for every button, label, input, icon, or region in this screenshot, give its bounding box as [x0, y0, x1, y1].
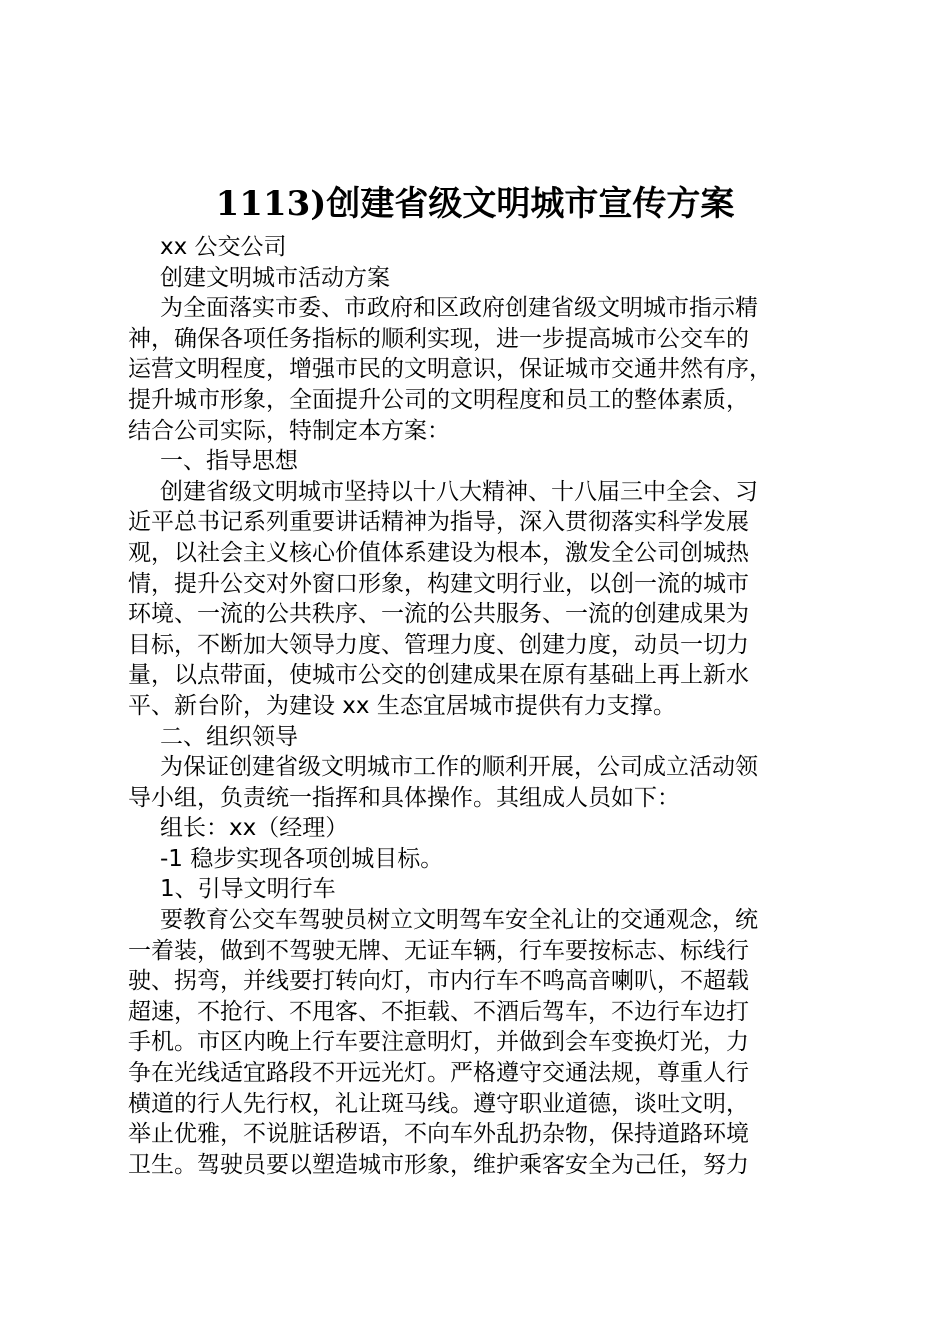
- body-line: 一、指导思想: [160, 448, 298, 475]
- body-line: 驶、拐弯，并线要打转向灯，市内行车不鸣高音喇叭，不超载: [128, 968, 749, 995]
- document-title: 1113)创建省级文明城市宣传方案: [215, 184, 735, 224]
- body-line: 结合公司实际，特制定本方案：: [128, 417, 450, 444]
- body-line: 情，提升公交对外窗口形象，构建文明行业，以创一流的城市: [128, 570, 749, 597]
- body-line: 横道的行人先行权，礼让斑马线。遵守职业道德，谈吐文明，: [128, 1090, 749, 1117]
- body-line: 一着装，做到不驾驶无牌、无证车辆，行车要按标志、标线行: [128, 937, 749, 964]
- body-line: 平、新台阶，为建设 xx 生态宜居城市提供有力支撑。: [128, 692, 676, 719]
- body-line: xx 公交公司: [160, 234, 287, 260]
- body-line: 要教育公交车驾驶员树立文明驾车安全礼让的交通观念，统: [160, 907, 758, 934]
- body-line: 手机。市区内晚上行车要注意明灯，并做到会车变换灯光，力: [128, 1029, 749, 1056]
- body-line: 卫生。驾驶员要以塑造城市形象，维护乘客安全为己任，努力: [128, 1151, 749, 1178]
- body-line: 举止优雅，不说脏话秽语，不向车外乱扔杂物，保持道路环境: [128, 1121, 749, 1148]
- body-line: 组长：xx（经理）: [160, 815, 349, 842]
- body-line: 神，确保各项任务指标的顺利实现，进一步提高城市公交车的: [128, 325, 749, 352]
- body-line: -1 稳步实现各项创城目标。: [160, 845, 444, 872]
- body-line: 近平总书记系列重要讲话精神为指导，深入贯彻落实科学发展: [128, 509, 749, 536]
- body-line: 创建文明城市活动方案: [160, 264, 390, 291]
- body-line: 二、组织领导: [160, 723, 298, 750]
- body-line: 提升城市形象，全面提升公司的文明程度和员工的整体素质，: [128, 386, 749, 413]
- body-line: 目标，不断加大领导力度、管理力度、创建力度，动员一切力: [128, 631, 749, 658]
- body-line: 争在光线适宜路段不开远光灯。严格遵守交通法规，尊重人行: [128, 1060, 749, 1087]
- body-line: 1、引导文明行车: [160, 876, 336, 903]
- body-line: 环境、一流的公共秩序、一流的公共服务、一流的创建成果为: [128, 601, 749, 628]
- body-line: 超速，不抢行、不甩客、不拒载、不酒后驾车，不边行车边打: [128, 998, 749, 1025]
- document-body: [128, 232, 828, 1180]
- body-line: 运营文明程度，增强市民的文明意识，保证城市交通井然有序，: [128, 356, 772, 383]
- body-line: 为保证创建省级文明城市工作的顺利开展，公司成立活动领: [160, 754, 758, 781]
- body-line: 观，以社会主义核心价值体系建设为根本，激发全公司创城热: [128, 539, 749, 566]
- body-line: 导小组，负责统一指挥和具体操作。其组成人员如下：: [128, 784, 680, 811]
- body-line: 量，以点带面，使城市公交的创建成果在原有基础上再上新水: [128, 662, 749, 689]
- body-line: 为全面落实市委、市政府和区政府创建省级文明城市指示精: [160, 295, 758, 322]
- body-line: 创建省级文明城市坚持以十八大精神、十八届三中全会、习: [160, 478, 758, 505]
